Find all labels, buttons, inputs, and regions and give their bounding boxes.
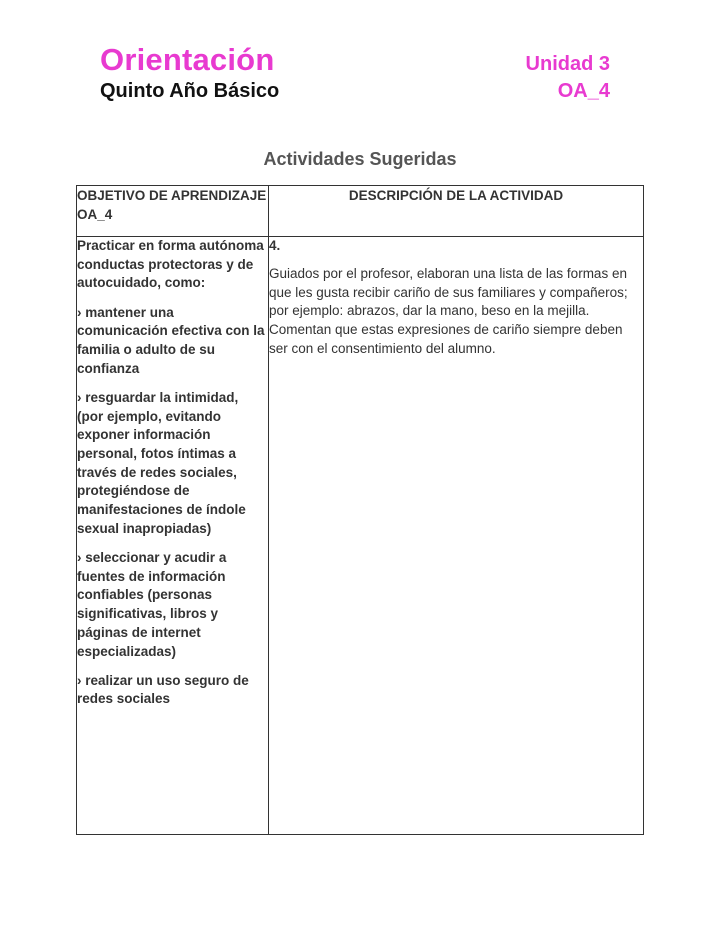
grade-level: Quinto Año Básico <box>100 80 280 102</box>
section-title: Actividades Sugeridas <box>263 149 457 169</box>
table-row <box>77 237 644 835</box>
objective-code: OA_4 <box>557 80 610 102</box>
objective-item: › mantener una comunicación efectiva con la familia o adulto de su confianza <box>77 304 265 376</box>
unit-label: Unidad 3 <box>525 53 610 75</box>
header-objective: OBJETIVO DE APRENDIZAJE OA_4 <box>77 186 269 237</box>
activity-number: 4. <box>269 238 281 253</box>
objective-item: › realizar un uso seguro de redes sociales <box>77 672 249 707</box>
activities-table <box>76 185 644 835</box>
objective-cell <box>77 237 269 835</box>
activity-description: Guiados por el profesor, elaboran una lista de las formas en que les gusta recibir cariño de sus familiares y compañeros; por ejemplo: abrazos, dar la mano, beso en la mejilla. Comentan que estas expresiones de cariño siempre deben ser con el consentimiento del alumno. <box>269 265 628 356</box>
objective-intro: Practicar en forma autónoma conductas protectoras y de autocuidado, como: <box>77 238 264 291</box>
subject-title: Orientación <box>100 42 275 77</box>
objective-item: › resguardar la intimidad, (por ejemplo, evitando exponer información personal, fotos íntimas a través de redes sociales, protegiéndose de manifestaciones de índole sexual inapropiadas) <box>77 389 246 536</box>
description-cell <box>269 237 644 835</box>
objective-item: › seleccionar y acudir a fuentes de información confiables (personas significativas, libros y páginas de internet especializadas) <box>77 550 227 659</box>
table-header-row <box>77 186 644 237</box>
header-description: DESCRIPCIÓN DE LA ACTIVIDAD <box>269 186 644 237</box>
